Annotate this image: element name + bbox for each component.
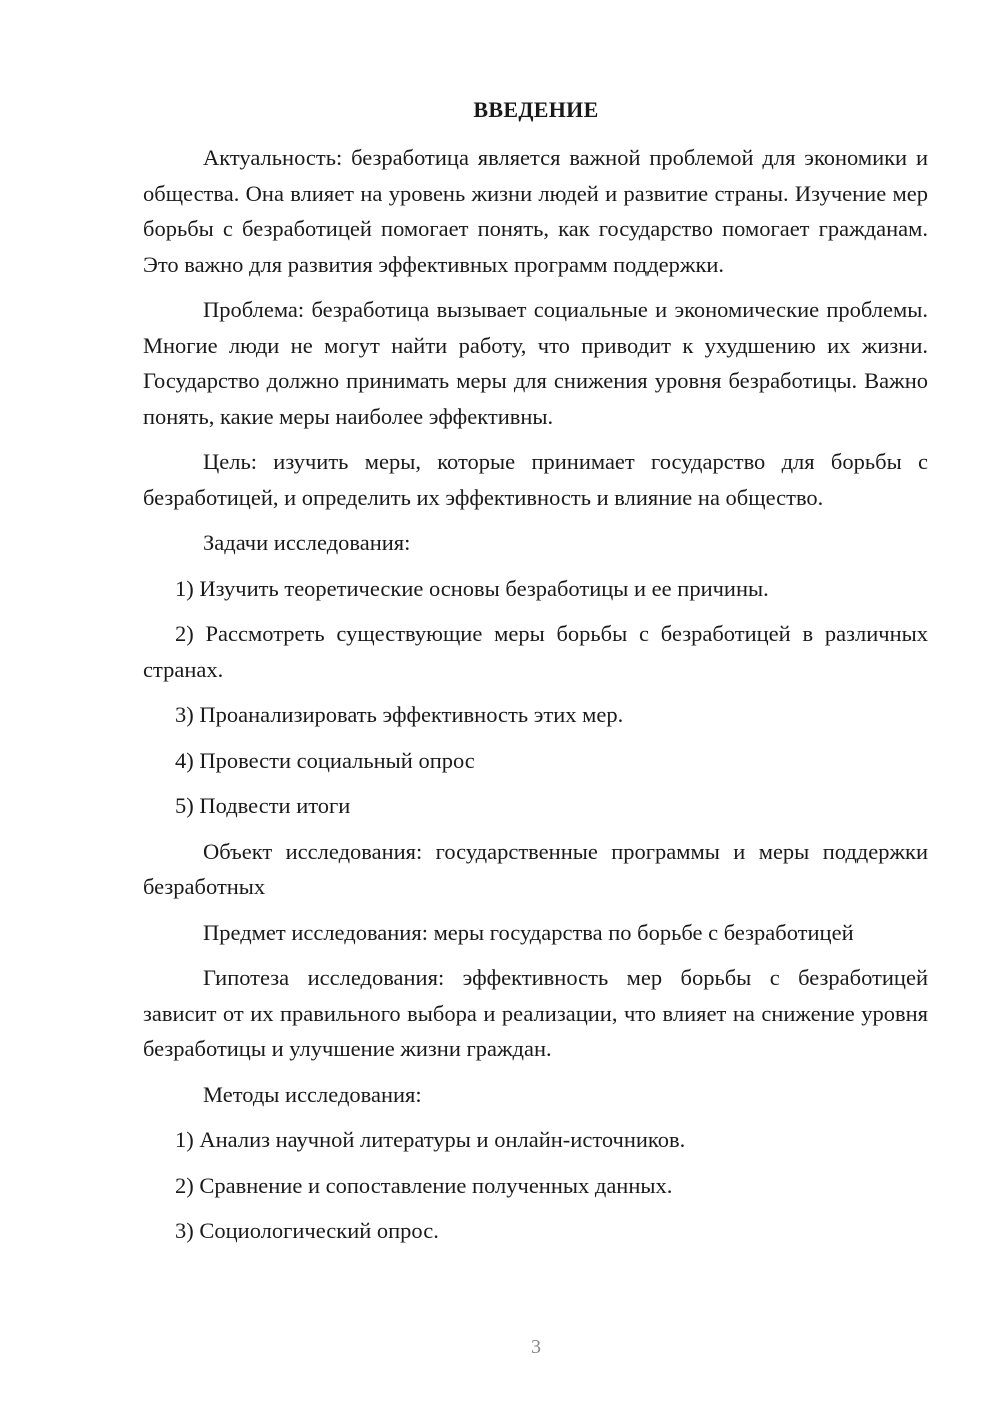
paragraph-relevance: Актуальность: безработица является важной проблемой для экономики и общества. Она влияет на уровень жизни людей и развитие страны. Изучение мер борьбы с безработицей помогает понять, как государство помогает гражданам. Это важно для развития эффективных программ поддержки. bbox=[143, 145, 928, 277]
method-item: 2) Сравнение и сопоставление полученных данных. bbox=[175, 1172, 673, 1198]
methods-heading: Методы исследования: bbox=[203, 1081, 422, 1107]
page-number: 3 bbox=[531, 1336, 541, 1358]
page-title: ВВЕДЕНИЕ bbox=[473, 97, 599, 122]
method-item: 1) Анализ научной литературы и онлайн-источников. bbox=[175, 1127, 686, 1152]
paragraph-hypothesis: Гипотеза исследования: эффективность мер борьбы с безработицей зависит от их правильного выбора и реализации, что влияет на снижение уровня безработицы и улучшение жизни граждан. bbox=[143, 965, 928, 1061]
paragraph-object: Объект исследования: государственные программы и меры поддержки безработных bbox=[143, 838, 928, 899]
task-item: 5) Подвести итоги bbox=[175, 793, 351, 818]
document-body bbox=[143, 140, 928, 1259]
task-item: 4) Провести социальный опрос bbox=[175, 747, 475, 773]
paragraph-goal: Цель: изучить меры, которые принимает государство для борьбы с безработицей, и определить их эффективность и влияние на общество. bbox=[143, 449, 928, 510]
task-item: 2) Рассмотреть существующие меры борьбы с безработицей в различных странах. bbox=[143, 621, 928, 682]
task-item: 1) Изучить теоретические основы безработицы и ее причины. bbox=[175, 575, 769, 601]
tasks-heading: Задачи исследования: bbox=[203, 530, 411, 555]
task-item: 3) Проанализировать эффективность этих мер. bbox=[175, 702, 624, 727]
paragraph-subject: Предмет исследования: меры государства по борьбе с безработицей bbox=[203, 919, 854, 945]
paragraph-problem: Проблема: безработица вызывает социальные и экономические проблемы. Многие люди не могут найти работу, что приводит к ухудшению их жизни. Государство должно принимать меры для снижения уровня безработицы. Важно понять, какие меры наиболее эффективны. bbox=[143, 297, 928, 429]
method-item: 3) Социологический опрос. bbox=[175, 1218, 439, 1243]
